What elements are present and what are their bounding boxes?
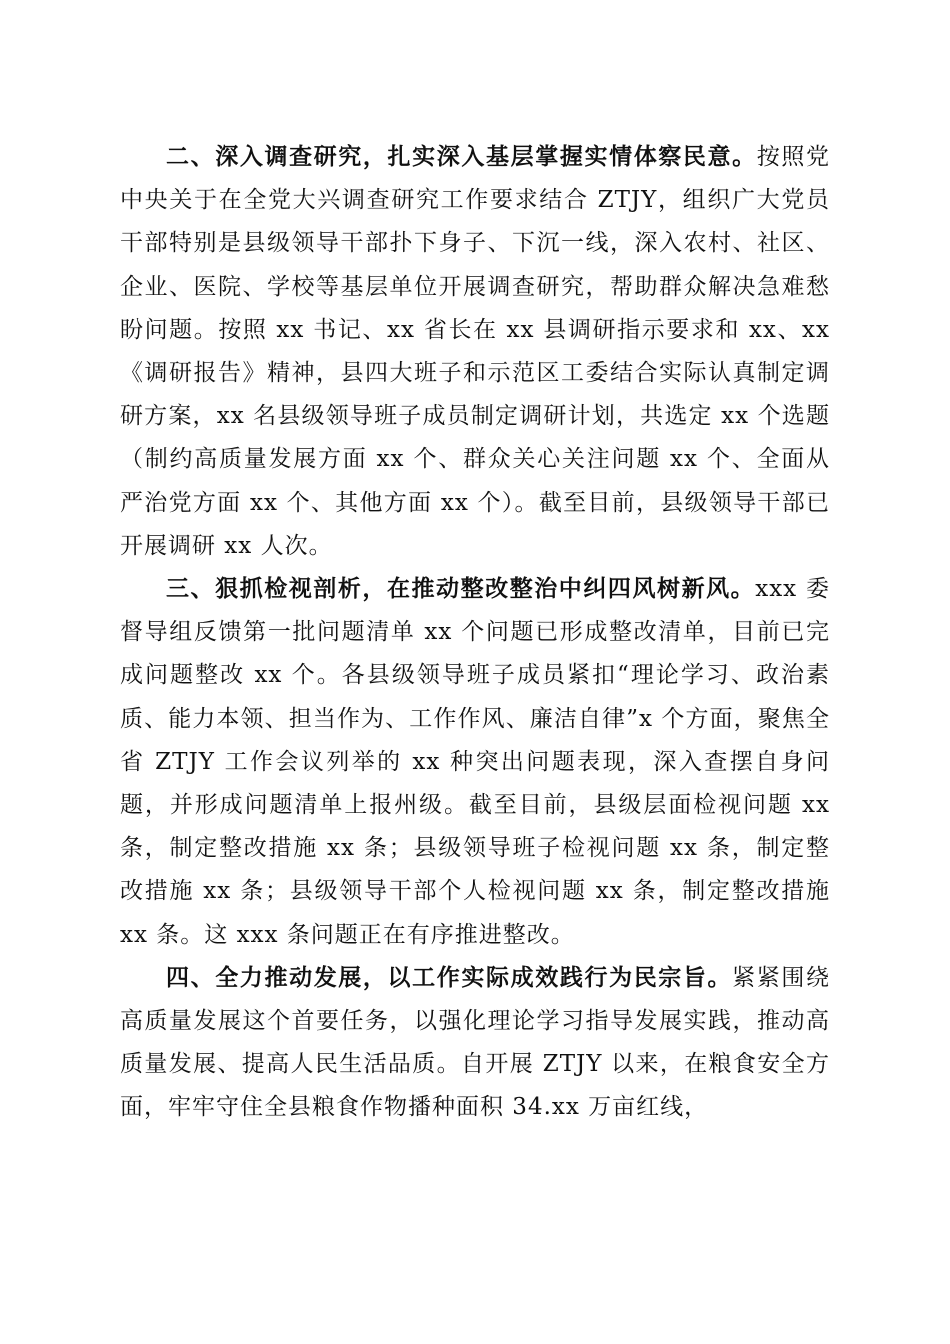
- paragraph-text: 按照党中央关于在全党大兴调查研究工作要求结合 ZTJY，组织广大党员干部特别是县级领导干部扑下身子、下沉一线，深入农村、社区、企业、医院、学校等基层单位开展调查研究，帮助群众解决急难愁盼问题。按照 xx 书记、xx 省长在 xx 县调研指示要求和 xx、xx《调研报告》精神，县四大班子和示范区工委结合实际认真制定调研方案，xx 名县级领导班子成员制定调研计划，共选定 xx 个选题（制约高质量发展方面 xx 个、群众关心关注问题 xx 个、全面从严治党方面 xx 个、其他方面 xx 个）。截至目前，县级领导干部已开展调研 xx 人次。: [120, 144, 831, 559]
- paragraph-investigation-research: [120, 136, 830, 568]
- paragraph-text: 紧紧围绕高质量发展这个首要任务，以强化理论学习指导发展实践，推动高质量发展、提高人民生活品质。自开展 ZTJY 以来，在粮食安全方面，牢牢守住全县粮食作物播种面积 34.xx 万亩红线，: [120, 964, 831, 1121]
- document-body: [120, 136, 830, 1130]
- paragraph-heading: 二、深入调查研究，扎实深入基层掌握实情体察民意。: [166, 144, 757, 170]
- paragraph-inspection-rectification: [120, 568, 830, 957]
- paragraph-heading: 四、全力推动发展，以工作实际成效践行为民宗旨。: [166, 964, 733, 991]
- paragraph-text: xxx 委督导组反馈第一批问题清单 xx 个问题已形成整改清单，目前已完成问题整改 xx 个。各县级领导班子成员紧扣“理论学习、政治素质、能力本领、担当作为、工作作风、廉洁自律”x 个方面，聚焦全省 ZTJY 工作会议列举的 xx 种突出问题表现，深入查摆自身问题，并形成问题清单上报州级。截至目前，县级层面检视问题 xx 条，制定整改措施 xx 条；县级领导班子检视问题 xx 条，制定整改措施 xx 条；县级领导干部个人检视问题 xx 条，制定整改措施 xx 条。这 xxx 条问题正在有序推进整改。: [120, 576, 830, 948]
- paragraph-promote-development: [120, 957, 830, 1130]
- paragraph-heading: 三、狠抓检视剖析，在推动整改整治中纠四风树新风。: [166, 576, 756, 603]
